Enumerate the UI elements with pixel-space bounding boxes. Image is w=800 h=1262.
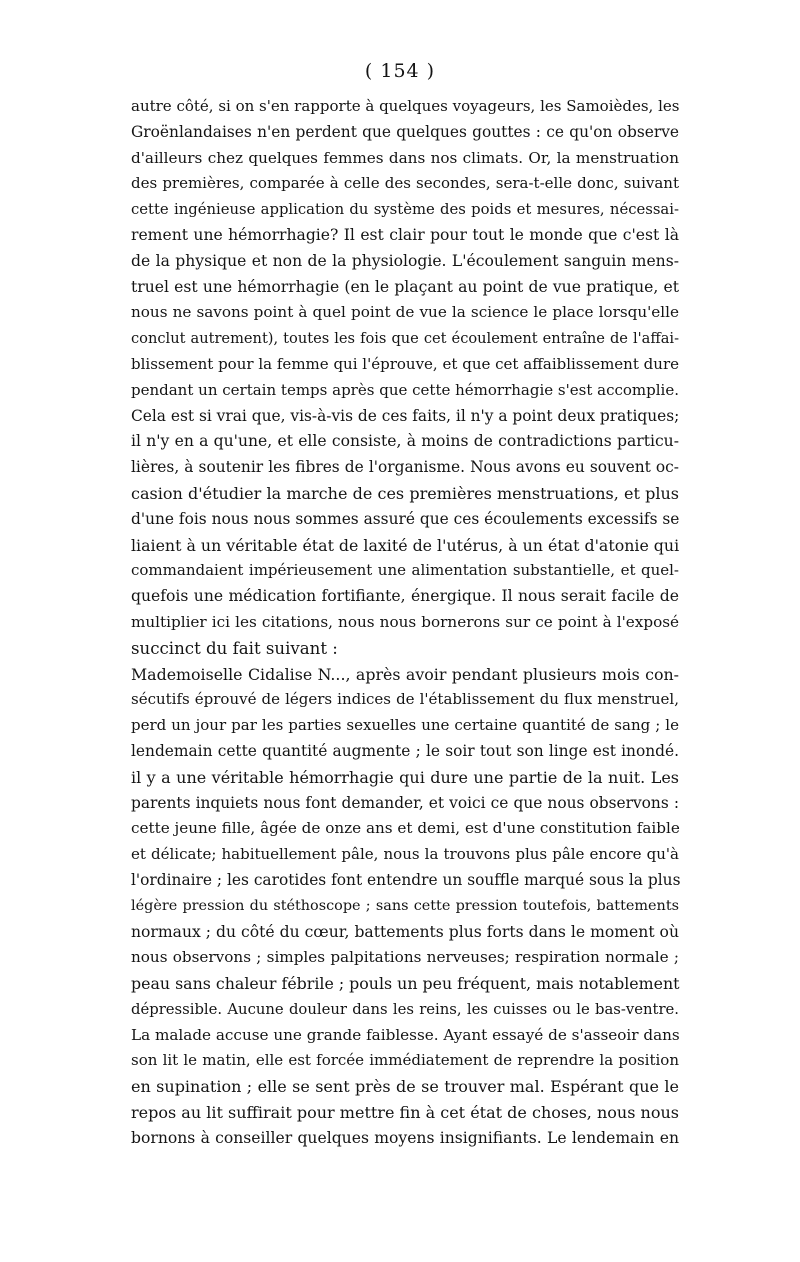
text-line: l'ordinaire ; les carotides font entendre un souffle marqué sous la plus bbox=[131, 870, 681, 889]
text-line: truel est une hémorrhagie (en le plaçant au point de vue pratique, et bbox=[131, 277, 679, 296]
text-line: et délicate; habituellement pâle, nous la trouvons plus pâle encore qu'à bbox=[131, 845, 679, 864]
text-line: en supination ; elle se sent près de se trouver mal. Espérant que le bbox=[131, 1077, 679, 1097]
text-line: d'une fois nous nous sommes assuré que ces écoulements excessifs se bbox=[131, 509, 680, 528]
text-line: cette jeune fille, âgée de onze ans et demi, est d'une constitution faible bbox=[131, 819, 680, 838]
text-line: légère pression du stéthoscope ; sans cette pression toutefois, battements bbox=[131, 897, 679, 914]
text-line: Cela est si vrai que, vis-à-vis de ces faits, il n'y a point deux pratiques; bbox=[131, 406, 680, 425]
text-line: pendant un certain temps après que cette hémorrhagie s'est accomplie. bbox=[131, 380, 679, 399]
text-line: de la physique et non de la physiologie. L'écoulement sanguin mens- bbox=[131, 251, 679, 270]
text-line: perd un jour par les parties sexuelles une certaine quantité de sang ; le bbox=[131, 716, 679, 735]
body-text bbox=[131, 94, 679, 1152]
text-line: des premières, comparée à celle des secondes, sera-t-elle donc, suivant bbox=[131, 174, 679, 193]
text-line: il y a une véritable hémorrhagie qui dure une partie de la nuit. Les bbox=[131, 767, 679, 787]
text-line: Mademoiselle Cidalise N..., après avoir pendant plusieurs mois con- bbox=[131, 664, 679, 684]
page-number: ( 154 ) bbox=[364, 60, 436, 82]
text-line: il n'y en a qu'une, et elle consiste, à moins de contradictions particu- bbox=[131, 432, 679, 451]
text-line: son lit le matin, elle est forcée immédiatement de reprendre la position bbox=[131, 1051, 679, 1070]
text-line: dépressible. Aucune douleur dans les reins, les cuisses ou le bas-ventre. bbox=[131, 1000, 679, 1018]
text-line: quefois une médication fortifiante, énergique. Il nous serait facile de bbox=[131, 587, 679, 606]
text-line: d'ailleurs chez quelques femmes dans nos climats. Or, la menstruation bbox=[131, 148, 679, 167]
text-line: lières, à soutenir les fibres de l'organisme. Nous avons eu souvent oc- bbox=[131, 458, 679, 477]
text-line: blissement pour la femme qui l'éprouve, et que cet affaiblissement dure bbox=[131, 354, 679, 373]
text-line: sécutifs éprouvé de légers indices de l'établissement du flux menstruel, bbox=[131, 690, 679, 709]
text-line: conclut autrement), toutes les fois que cet écoulement entraîne de l'affai- bbox=[131, 330, 679, 348]
text-line: multiplier ici les citations, nous nous bornerons sur ce point à l'exposé bbox=[131, 612, 679, 631]
text-line: nous observons ; simples palpitations nerveuses; respiration normale ; bbox=[131, 948, 679, 967]
text-line: nous ne savons point à quel point de vue la science le place lorsqu'elle bbox=[131, 303, 679, 322]
text-line: Groënlandaises n'en perdent que quelques gouttes : ce qu'on observe bbox=[131, 122, 679, 141]
text-line: lendemain cette quantité augmente ; le soir tout son linge est inondé. bbox=[131, 741, 679, 760]
text-line: casion d'étudier la marche de ces premières menstruations, et plus bbox=[131, 483, 679, 503]
text-line: liaient à un véritable état de laxité de l'utérus, à un état d'atonie qui bbox=[131, 535, 680, 555]
text-line: repos au lit suffirait pour mettre fin à cet état de choses, nous nous bbox=[131, 1103, 679, 1123]
text-line: bornons à conseiller quelques moyens insignifiants. Le lendemain en bbox=[131, 1128, 679, 1147]
text-line: autre côté, si on s'en rapporte à quelques voyageurs, les Samoièdes, les bbox=[131, 97, 680, 115]
text-line: succinct du fait suivant : bbox=[131, 638, 338, 658]
text-line: commandaient impérieusement une alimentation substantielle, et quel- bbox=[131, 561, 679, 580]
text-line: parents inquiets nous font demander, et voici ce que nous observons : bbox=[131, 793, 679, 812]
text-line: cette ingénieuse application du système des poids et mesures, nécessai- bbox=[131, 201, 679, 219]
text-line: rement une hémorrhagie? Il est clair pour tout le monde que c'est là bbox=[131, 225, 679, 244]
text-line: normaux ; du côté du cœur, battements plus forts dans le moment où bbox=[131, 922, 679, 941]
text-line: peau sans chaleur fébrile ; pouls un peu fréquent, mais notablement bbox=[131, 974, 680, 994]
text-line: La malade accuse une grande faiblesse. Ayant essayé de s'asseoir dans bbox=[131, 1025, 680, 1044]
